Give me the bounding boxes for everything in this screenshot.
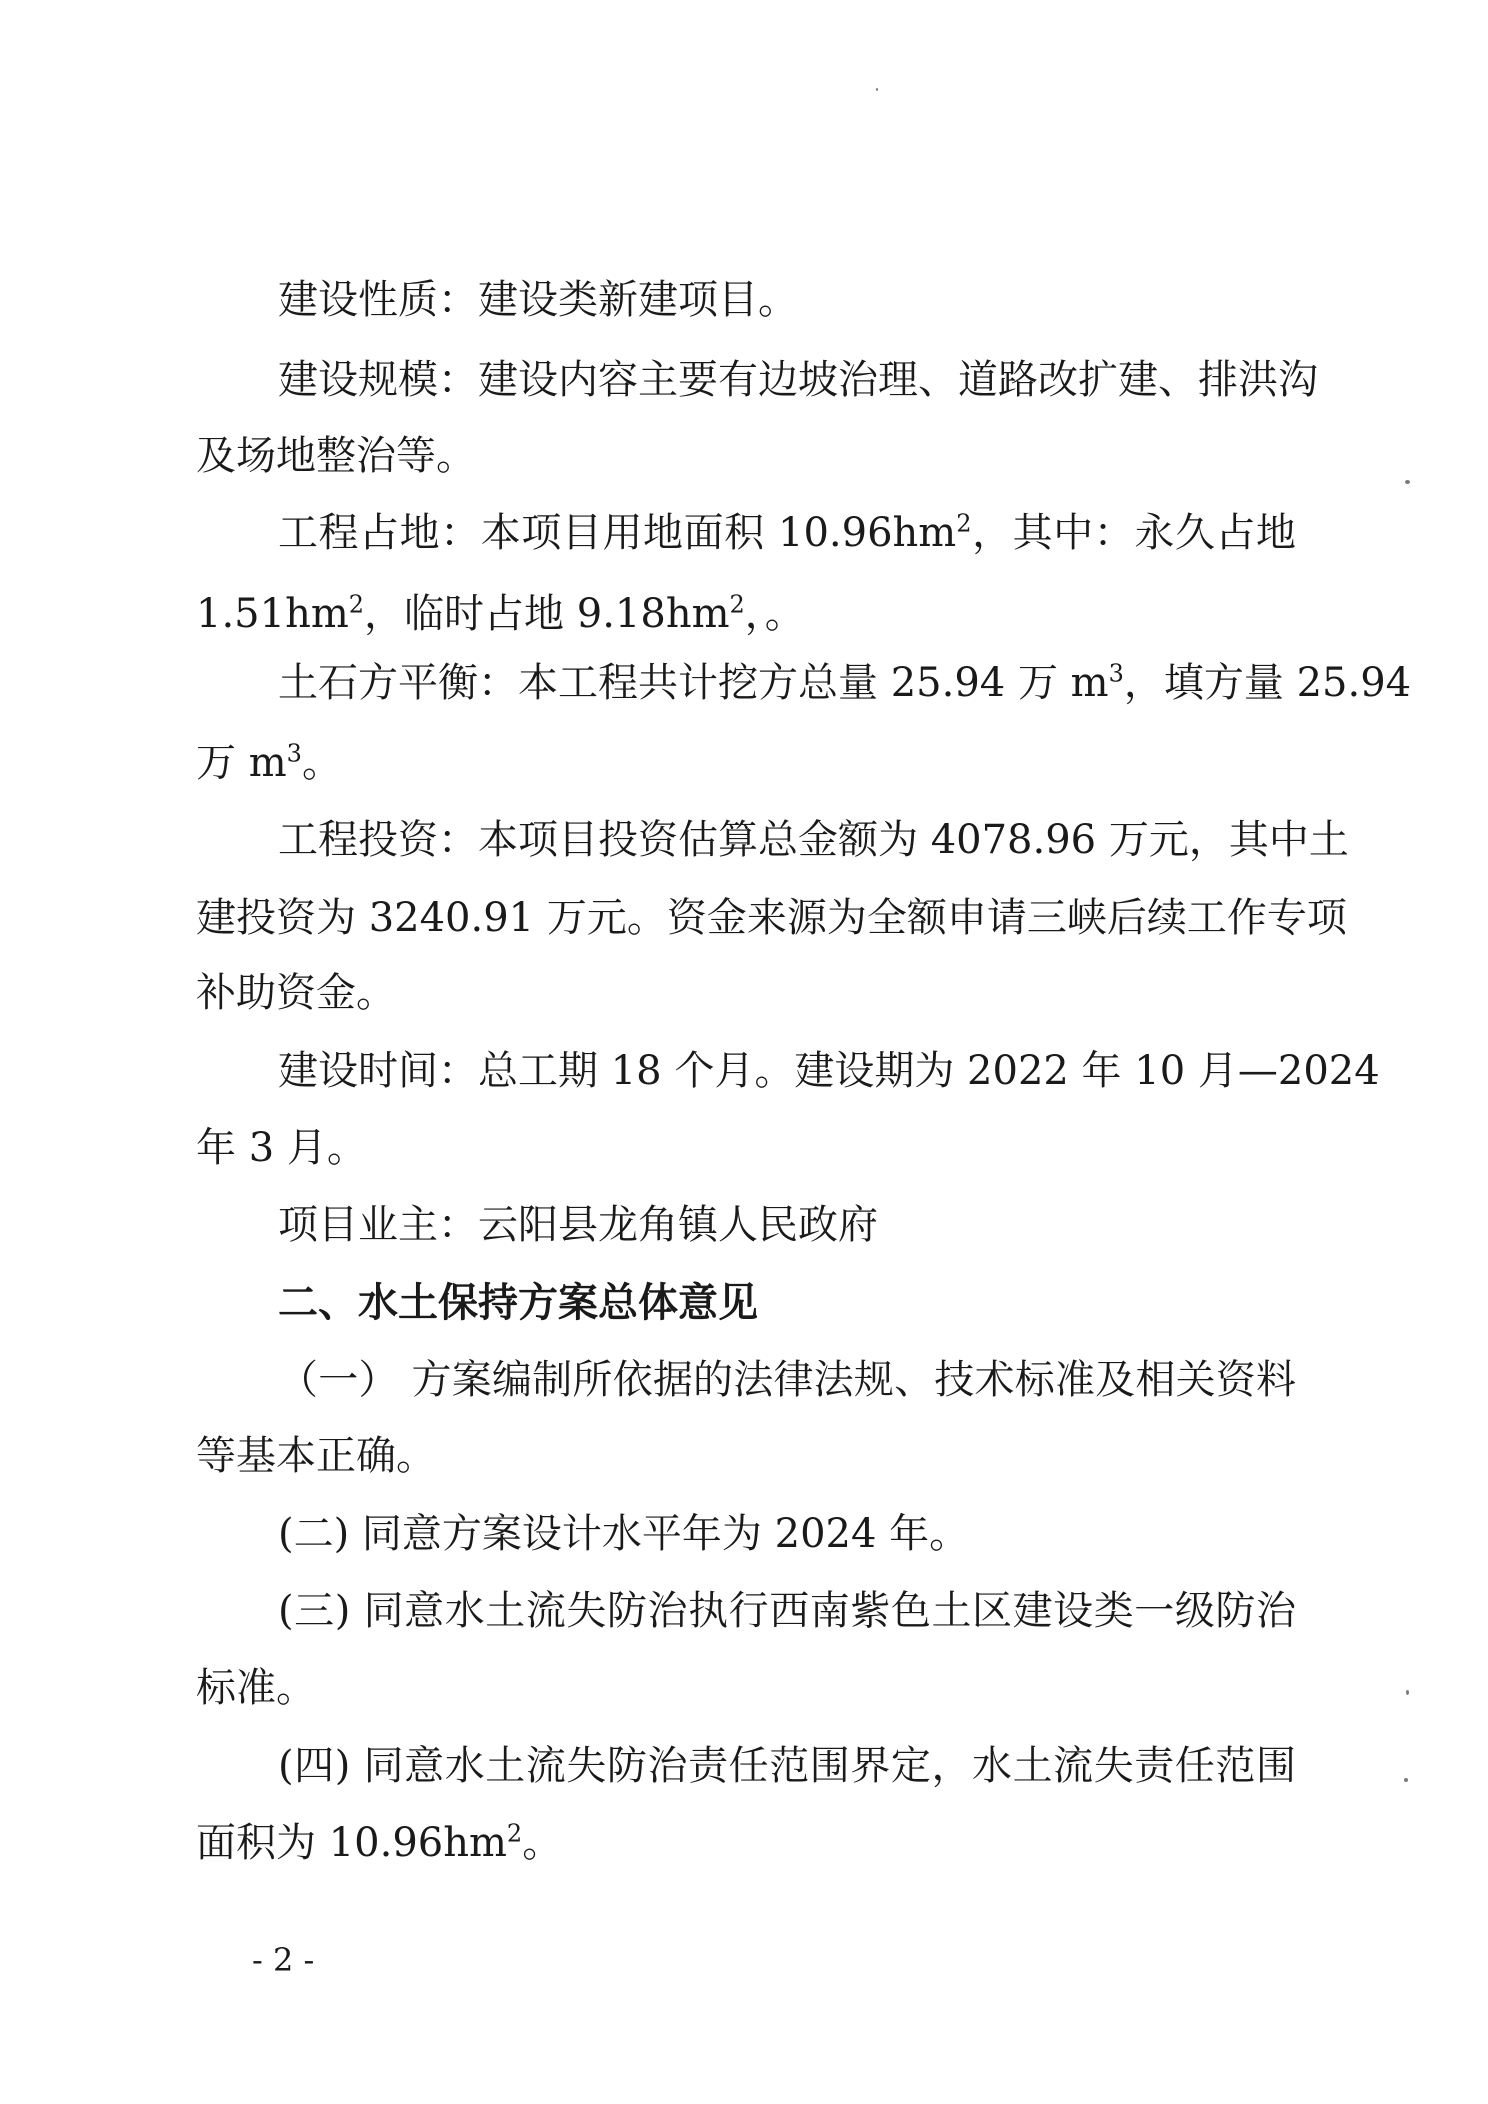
scan-speck: [1404, 1778, 1408, 1782]
investment-line-2: 建投资为 3240.91 万元。资金来源为全额申请三峡后续工作专项: [196, 895, 1347, 941]
section-heading: 二、水土保持方案总体意见: [278, 1279, 758, 1326]
investment-line-1: 工程投资：本项目投资估算总金额为 4078.96 万元，其中土: [278, 817, 1349, 863]
construction-scale-line-2: 及场地整治等。: [196, 433, 476, 479]
opinion-4-line-1: (四) 同意水土流失防治责任范围界定，水土流失责任范围: [278, 1743, 1296, 1789]
opinion-1-line-2: 等基本正确。: [196, 1433, 436, 1479]
opinion-3-line-2: 标准。: [196, 1665, 316, 1711]
scan-speck: [1406, 1690, 1409, 1695]
construction-time-line-1: 建设时间：总工期 18 个月。建设期为 2022 年 10 月—2024: [278, 1048, 1380, 1094]
scan-speck: [1405, 480, 1410, 484]
investment-line-3: 补助资金。: [196, 970, 396, 1016]
construction-time-line-2: 年 3 月。: [196, 1125, 367, 1171]
land-occupation-line-1: 工程占地：本项目用地面积 $10.96hm^2$，其中：永久占地: [278, 509, 1297, 556]
construction-nature: 建设性质：建设类新建项目。: [278, 277, 798, 323]
opinion-2: (二) 同意方案设计水平年为 2024 年。: [278, 1511, 970, 1557]
construction-scale-line-1: 建设规模：建设内容主要有边坡治理、道路改扩建、排洪沟: [278, 357, 1318, 403]
project-owner: 项目业主：云阳县龙角镇人民政府: [278, 1202, 878, 1248]
land-occupation-line-2: $1.51hm^2$，临时占地 $9.18hm^2$，。: [196, 590, 805, 637]
opinion-3-line-1: (三) 同意水土流失防治执行西南紫色土区建设类一级防治: [278, 1588, 1296, 1634]
scan-speck: [876, 88, 878, 91]
opinion-1-line-1: （一） 方案编制所依据的法律法规、技术标准及相关资料: [278, 1357, 1296, 1403]
page-number: - 2 -: [252, 1941, 315, 1979]
opinion-4-line-2: 面积为 $10.96hm^2$。: [196, 1819, 563, 1866]
earthwork-balance-line-2: 万 $m^3$。: [196, 739, 342, 786]
earthwork-balance-line-1: 土石方平衡：本工程共计挖方总量 25.94 万 $m^3$，填方量 25.94: [278, 659, 1412, 706]
